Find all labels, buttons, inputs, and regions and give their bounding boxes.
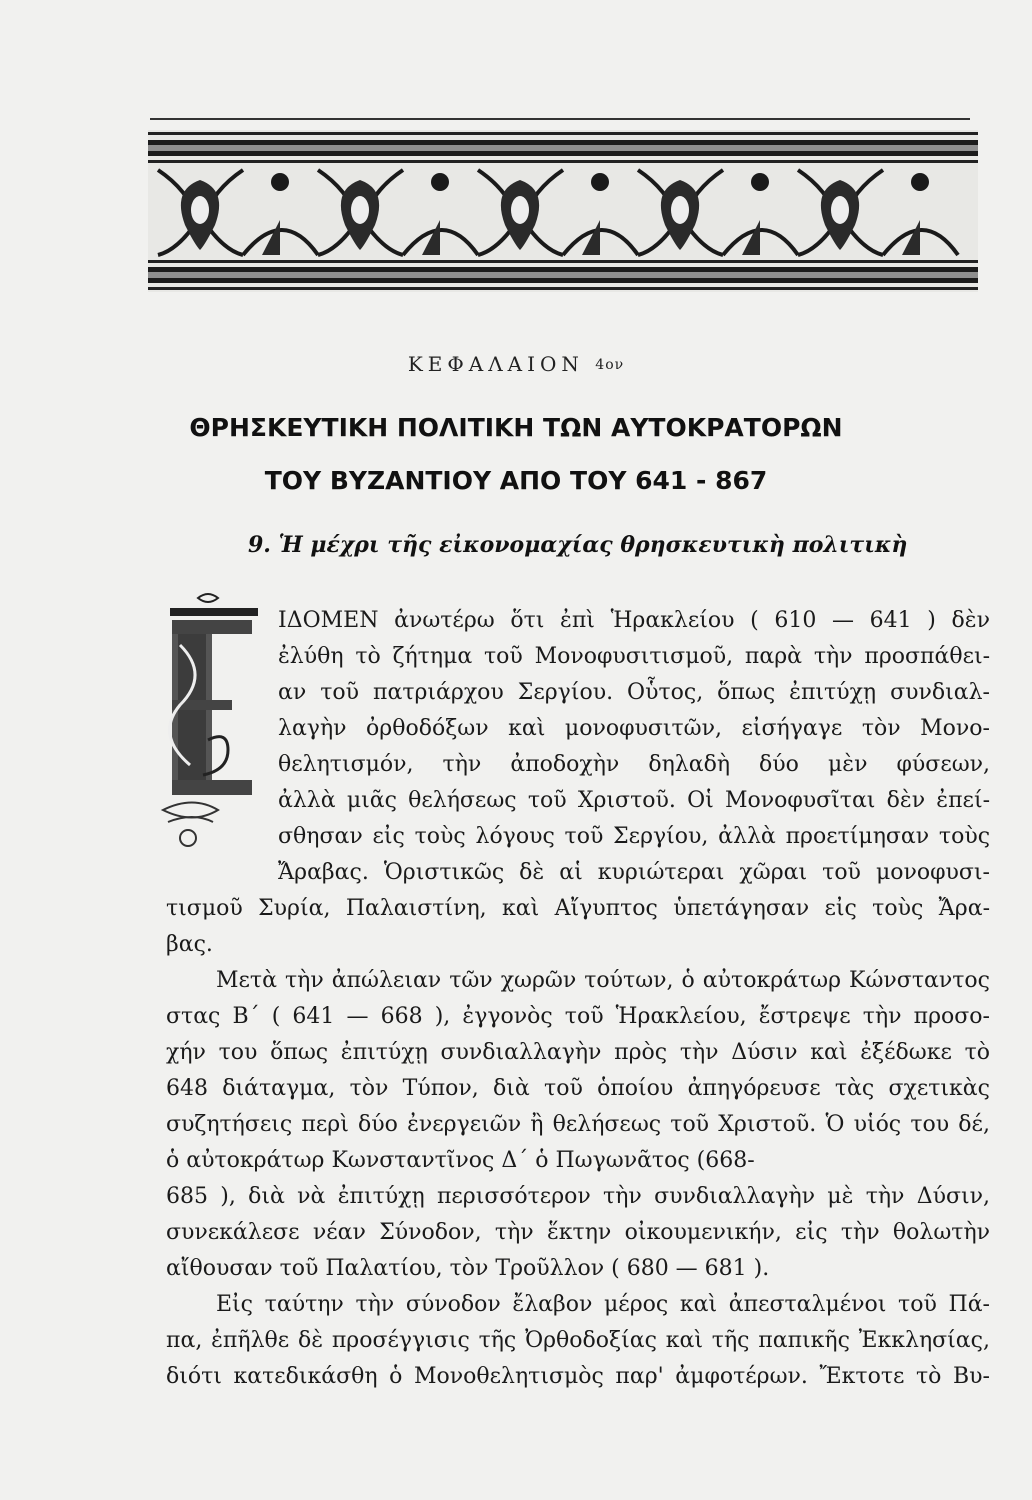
ornamental-border <box>148 130 978 292</box>
body-line: συζητήσεις περὶ δύο ἐνεργειῶν ἢ θελήσεως τοῦ Χριστοῦ. Ὁ υἱός του δέ, <box>166 1112 990 1137</box>
body-line: λαγὴν ὀρθοδόξων καὶ μονοφυσιτῶν, εἰσήγαγε τὸν Μονο- <box>278 716 990 741</box>
body-line: 685 ), διὰ νὰ ἐπιτύχῃ περισσότερον τὴν συνδιαλλαγὴν μὲ τὴν Δύσιν, <box>166 1184 990 1209</box>
body-line: ἀλλὰ μιᾶς θελήσεως τοῦ Χριστοῦ. Οἱ Μονοφυσῖται δὲν ἐπεί- <box>278 788 991 813</box>
decorative-initial-icon <box>158 590 268 850</box>
title-line-2: ΤΟΥ ΒΥΖΑΝΤΙΟΥ ΑΠΟ ΤΟΥ 641 - 867 <box>264 466 768 495</box>
body-line: Εἰς ταύτην τὴν σύνοδον ἔλαβον μέρος καὶ ἀπεσταλμένοι τοῦ Πά- <box>216 1292 990 1317</box>
body-line: ἐλύθη τὸ ζήτημα τοῦ Μονοφυσιτισμοῦ, παρὰ τὴν προσπάθει- <box>278 644 991 669</box>
body-line: Μετὰ τὴν ἀπώλειαν τῶν χωρῶν τούτων, ὁ αὐτοκράτωρ Κώνσταντος <box>216 968 990 993</box>
body-line: χήν του ὅπως ἐπιτύχῃ συνδιαλλαγὴν πρὸς τὴν Δύσιν καὶ ἐξέδωκε τὸ <box>166 1040 991 1065</box>
page-edge <box>150 118 970 120</box>
body-line: διότι κατεδικάσθη ὁ Μονοθελητισμὸς παρ' ἀμφοτέρων. Ἔκτοτε τὸ Βυ- <box>166 1364 990 1389</box>
chapter-label: ΚΕΦΑΛΑΙΟΝ <box>407 352 584 376</box>
chapter-heading <box>0 352 1032 376</box>
body-line: τισμοῦ Συρία, Παλαιστίνη, καὶ Αἴγυπτος ὑπετάγησαν εἰς τοὺς Ἄρα- <box>166 896 991 921</box>
title-line-1: ΘΡΗΣΚΕΥΤΙΚΗ ΠΟΛΙΤΙΚΗ ΤΩΝ ΑΥΤΟΚΡΑΤΟΡΩΝ <box>189 413 843 442</box>
body-line: συνεκάλεσε νέαν Σύνοδον, τὴν ἕκτην οἰκουμενικήν, εἰς τὴν θολωτὴν <box>166 1220 991 1245</box>
body-line: βας. <box>166 932 213 957</box>
body-line: θελητισμόν, τὴν ἀποδοχὴν δηλαδὴ δύο μὲν φύσεων, <box>278 752 991 777</box>
body-line: πα, ἐπῆλθε δὲ προσέγγισις τῆς Ὀρθοδοξίας καὶ τῆς παπικῆς Ἐκκλησίας, <box>166 1328 990 1353</box>
body-line: αν τοῦ πατριάρχου Σεργίου. Οὗτος, ὅπως ἐπιτύχῃ συνδιαλ- <box>278 680 990 705</box>
body-line: Ἄραβας. Ὁριστικῶς δὲ αἱ κυριώτεραι χῶραι τοῦ μονοφυσι- <box>278 860 990 885</box>
chapter-ordinal: 4ον <box>595 357 625 373</box>
body-line: στας Β΄ ( 641 — 668 ), ἐγγονὸς τοῦ Ἡρακλείου, ἔστρεψε τὴν προσο- <box>166 1004 990 1029</box>
body-line: σθησαν εἰς τοὺς λόγους τοῦ Σεργίου, ἀλλὰ προετίμησαν τοὺς <box>278 824 991 849</box>
section-heading: 9. Ἡ μέχρι τῆς εἰκονομαχίας θρησκευτικὴ πολιτικὴ <box>248 532 908 558</box>
body-line: ΙΔΟΜΕΝ ἀνωτέρω ὅτι ἐπὶ Ἡρακλείου ( 610 — 641 ) δὲν <box>278 608 990 633</box>
body-line: αἴθουσαν τοῦ Παλατίου, τὸν Τροῦλλον ( 680 — 681 ). <box>166 1256 770 1281</box>
body-line: 648 διάταγμα, τὸν Τύπον, διὰ τοῦ ὁποίου ἀπηγόρευσε τὰς σχετικὰς <box>166 1076 990 1101</box>
body-line: ὁ αὐτοκράτωρ Κωνσταντῖνος Δ΄ ὁ Πωγωνᾶτος (668- <box>166 1148 755 1173</box>
